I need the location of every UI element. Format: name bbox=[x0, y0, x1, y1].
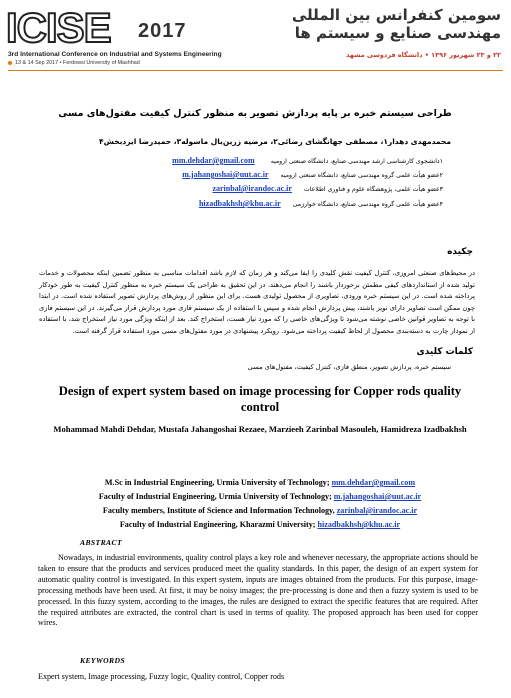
authors-en: Mohammad Mahdi Dehdar, Mustafa Jahangoshai Rezaee, Marzieeh Zarinbal Masouleh, Hamidreza Izadbakhsh bbox=[53, 424, 467, 434]
abstract-en: Nowadays, in industrial environments, quality control plays a key role and whenever necessary, the appropriate actions should be taken to ensure that the products and services produced meet the quality standards. In this paper, the design of an expert system for automatic quality control is investigated. In this expert system, inputs are images obtained from the products. For this purpose, image-processing methods have been used. At first, it may be noisy images; the pre-processing is done and then a fuzzy system is used to be processed. In this fuzzy system, according to the images, the rules are designed to extract the specific features that are required. After the required attributes are extracted, the control chart is used in terms of quality. The proposed approach has been used for copper wires. bbox=[38, 553, 478, 628]
email-link[interactable]: mm.dehdar@gmail.com bbox=[172, 156, 255, 165]
affiliation-en-3: Faculty members, Institute of Science and Information Technology, zarinbal@irandoc.ac.ir bbox=[102, 506, 418, 515]
paper-title-fa: طراحی سیستم خبره بر پایه پردازش تصویر به منظور کنترل کیفیت مفتول‌های مسی bbox=[58, 108, 452, 119]
abstract-heading-en: ABSTRACT bbox=[80, 538, 123, 547]
email-link[interactable]: mm.dehdar@gmail.com bbox=[331, 478, 416, 487]
affiliation-fa-3: ۳عضو هیأت علمی، پژوهشگاه علوم و فناوری اطلاعات zarinbal@irandoc.ac.ir bbox=[212, 184, 443, 193]
keywords-fa: سیستم خبره، پردازش تصویر، منطق فازی، کنترل کیفیت، مفتول‌های مسی bbox=[247, 363, 451, 371]
abstract-fa: در محیط‌های صنعتی امروزی، کنترل کیفیت نقش کلیدی را ایفا می‌کند و هر زمان که لازم باشد اقدامات مناسبی به منظور تضمین اینکه محصولات و خدمات تولید شده از استانداردهای کیفی مطمئن برخوردار باشند را انجام می‌دهند. در این تحقیق به طراحی یک سیستم خبره به منظور کنترل کیفیت به طور خودکار پرداخته شده است. در این سیستم خبره ورودی، تصاویری از محصول تولیدی هست. برای این منظور از روش‌های پردازش تصویر استفاده شده است. در ابتدا چون ممکن است تصاویر دارای نویز باشند، پیش پردازش انجام شده و سپس با استفاده از یک سیستم فازی مورد پردازش قرار می‌گیرند. در این سیستم فازی با توجه به تصاویر قوانین خاصی نوشته می‌شود تا ویژگی‌های خاصی را که مورد نیاز هست، استخراج کند. بعد از اینکه ویژگی مورد نیاز استخراج شد، با استفاده از نمودار چارت به دسته‌بندی محصول از لحاظ کیفیت پرداخته می‌شود. رویکرد پیشنهادی در مورد مفتول‌های مسی مورد استفاده قرار گرفته است. bbox=[39, 269, 475, 335]
email-link[interactable]: hizadbakhsh@khu.ac.ir bbox=[317, 520, 401, 529]
affiliation-fa-1: ۱دانشجوی کارشناسی ارشد مهندسی صنایع، دانشگاه صنعتی ارومیه mm.dehdar@gmail.com bbox=[172, 156, 443, 165]
header-divider bbox=[8, 70, 503, 71]
affiliation-fa-4: ۴عضو هیأت علمی گروه مهندسی صنایع، دانشگاه خوارزمی hizadbakhsh@khu.ac.ir bbox=[198, 199, 443, 208]
affiliation-fa-2: ۲عضو هیأت علمی گروه مهندسی صنایع، دانشگاه صنعتی ارومیه m.jahangoshai@uut.ac.ir bbox=[182, 170, 443, 179]
conference-header bbox=[0, 0, 511, 70]
affiliation-en-4: Faculty of Industrial Engineering, Kharazmi University; hizadbakhsh@khu.ac.ir bbox=[119, 520, 401, 529]
affiliation-en-2: Faculty of Industrial Engineering, Urmia University of Technology; m.jahangoshai@uut.ac.ir bbox=[98, 492, 422, 501]
conference-name-fa-line1: سومین کنفرانس بین المللی bbox=[291, 6, 501, 24]
keywords-heading-en: KEYWORDS bbox=[80, 656, 125, 665]
keywords-en: Expert system, Image processing, Fuzzy logic, Quality control, Copper rods bbox=[38, 672, 285, 681]
authors-fa: محمدمهدی دهدار۱، مصطفی جهانگشای رضائی۲، مرضیه زرین‌بال ماسوله۳، حمیدرضا ایزدبخش۴ bbox=[99, 137, 451, 146]
conference-name-en: 3rd International Conference on Industrial and Systems Engineering bbox=[8, 51, 222, 58]
keywords-heading-fa: کلمات کلیدی bbox=[416, 347, 473, 357]
conference-logo bbox=[6, 6, 236, 50]
email-link[interactable]: hizadbakhsh@khu.ac.ir bbox=[198, 199, 281, 208]
conference-dates-en: 13 & 14 Sep 2017 • Ferdowsi University of Mashhad bbox=[8, 60, 258, 66]
bullet-icon bbox=[8, 61, 12, 65]
conference-dates-fa: ۲۲ و ۲۳ شهریور ۱۳۹۶ • دانشگاه فردوسی مشهد bbox=[345, 51, 501, 59]
email-link[interactable]: m.jahangoshai@uut.ac.ir bbox=[333, 492, 422, 501]
logo-year: 2017 bbox=[138, 20, 187, 42]
abstract-heading-fa: چکیده bbox=[447, 247, 473, 257]
conference-name-fa-line2: مهندسی صنایع و سیستم ها bbox=[294, 24, 501, 42]
affiliation-en-1: M.Sc in Industrial Engineering, Urmia University of Technology; mm.dehdar@gmail.com bbox=[104, 478, 416, 487]
email-link[interactable]: zarinbal@irandoc.ac.ir bbox=[212, 184, 292, 193]
logo-text: ICISE bbox=[6, 4, 111, 51]
email-link[interactable]: m.jahangoshai@uut.ac.ir bbox=[182, 170, 269, 179]
email-link[interactable]: zarinbal@irandoc.ac.ir bbox=[336, 506, 418, 515]
paper-title-en: Design of expert system based on image processing for Copper rods quality control bbox=[58, 384, 462, 414]
